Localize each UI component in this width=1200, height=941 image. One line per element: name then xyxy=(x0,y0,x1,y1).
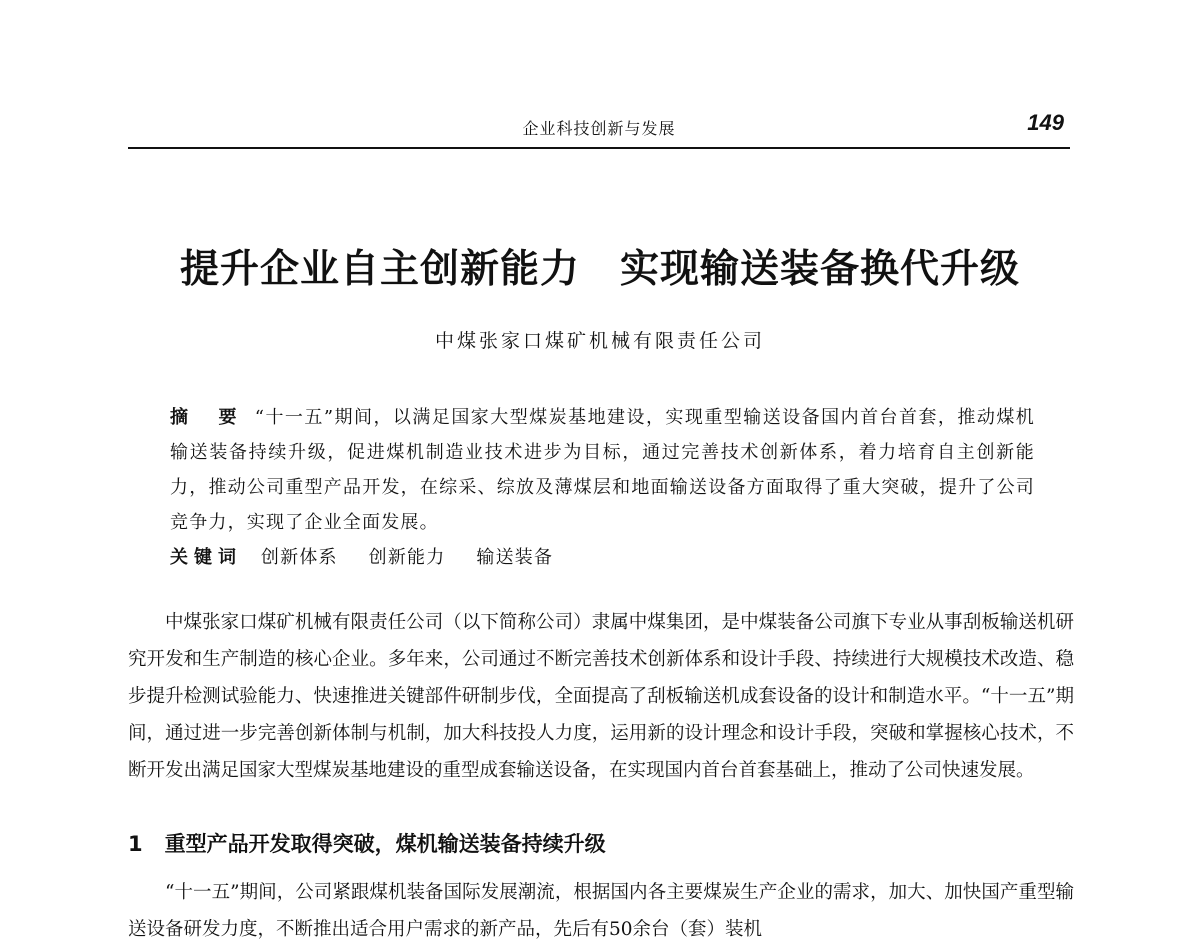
abstract-label: 摘 要 xyxy=(170,407,243,428)
keywords-label: 关键词 xyxy=(170,547,242,568)
page-number: 149 xyxy=(1027,110,1064,135)
article-title: 提升企业自主创新能力 实现输送装备换代升级 xyxy=(179,246,1020,292)
running-title: 企业科技创新与发展 xyxy=(522,119,676,138)
keyword-item: 创新体系 xyxy=(260,547,338,568)
section-paragraph: “十一五”期间，公司紧跟煤机装备国际发展潮流，根据国内各主要煤炭生产企业的需求，加大、加快国产重型输送设备研发力度，不断推出适合用户需求的新产品，先后有50余台（套）装机 xyxy=(128,882,1074,940)
running-header xyxy=(128,108,1070,144)
intro-paragraph: 中煤张家口煤矿机械有限责任公司（以下简称公司）隶属中煤集团，是中煤装备公司旗下专业从事刮板输送机研究开发和生产制造的核心企业。多年来，公司通过不断完善技术创新体系和设计手段、持续进行大规模技术改造、稳步提升检测试验能力、快速推进关键部件研制步伐，全面提高了刮板输送机成套设备的设计和制造水平。“十一五”期间，通过进一步完善创新体制与机制，加大科技投人力度，运用新的设计理念和设计手段，突破和掌握核心技术，不断开发出满足国家大型煤炭基地建设的重型成套输送设备，在实现国内首台首套基础上，推动了公司快速发展。 xyxy=(128,612,1074,781)
header-rule xyxy=(128,147,1070,149)
article-author: 中煤张家口煤矿机械有限责任公司 xyxy=(434,330,765,352)
abstract-text: “十一五”期间，以满足国家大型煤炭基地建设，实现重型输送设备国内首台首套，推动煤机输送装备持续升级，促进煤机制造业技术进步为目标，通过完善技术创新体系，着力培育自主创新能力，推动公司重型产品开发，在综采、综放及薄煤层和地面输送设备方面取得了重大突破，提升了公司竞争力，实现了企业全面发展。 xyxy=(170,407,1035,533)
section-title: 重型产品开发取得突破，煤机输送装备持续升级 xyxy=(164,832,606,856)
keyword-item: 输送装备 xyxy=(476,547,554,568)
abstract xyxy=(170,400,1035,540)
keywords xyxy=(170,540,1035,575)
section-number: 1 xyxy=(128,832,143,856)
keyword-item: 创新能力 xyxy=(368,547,446,568)
section-heading xyxy=(128,828,1074,858)
